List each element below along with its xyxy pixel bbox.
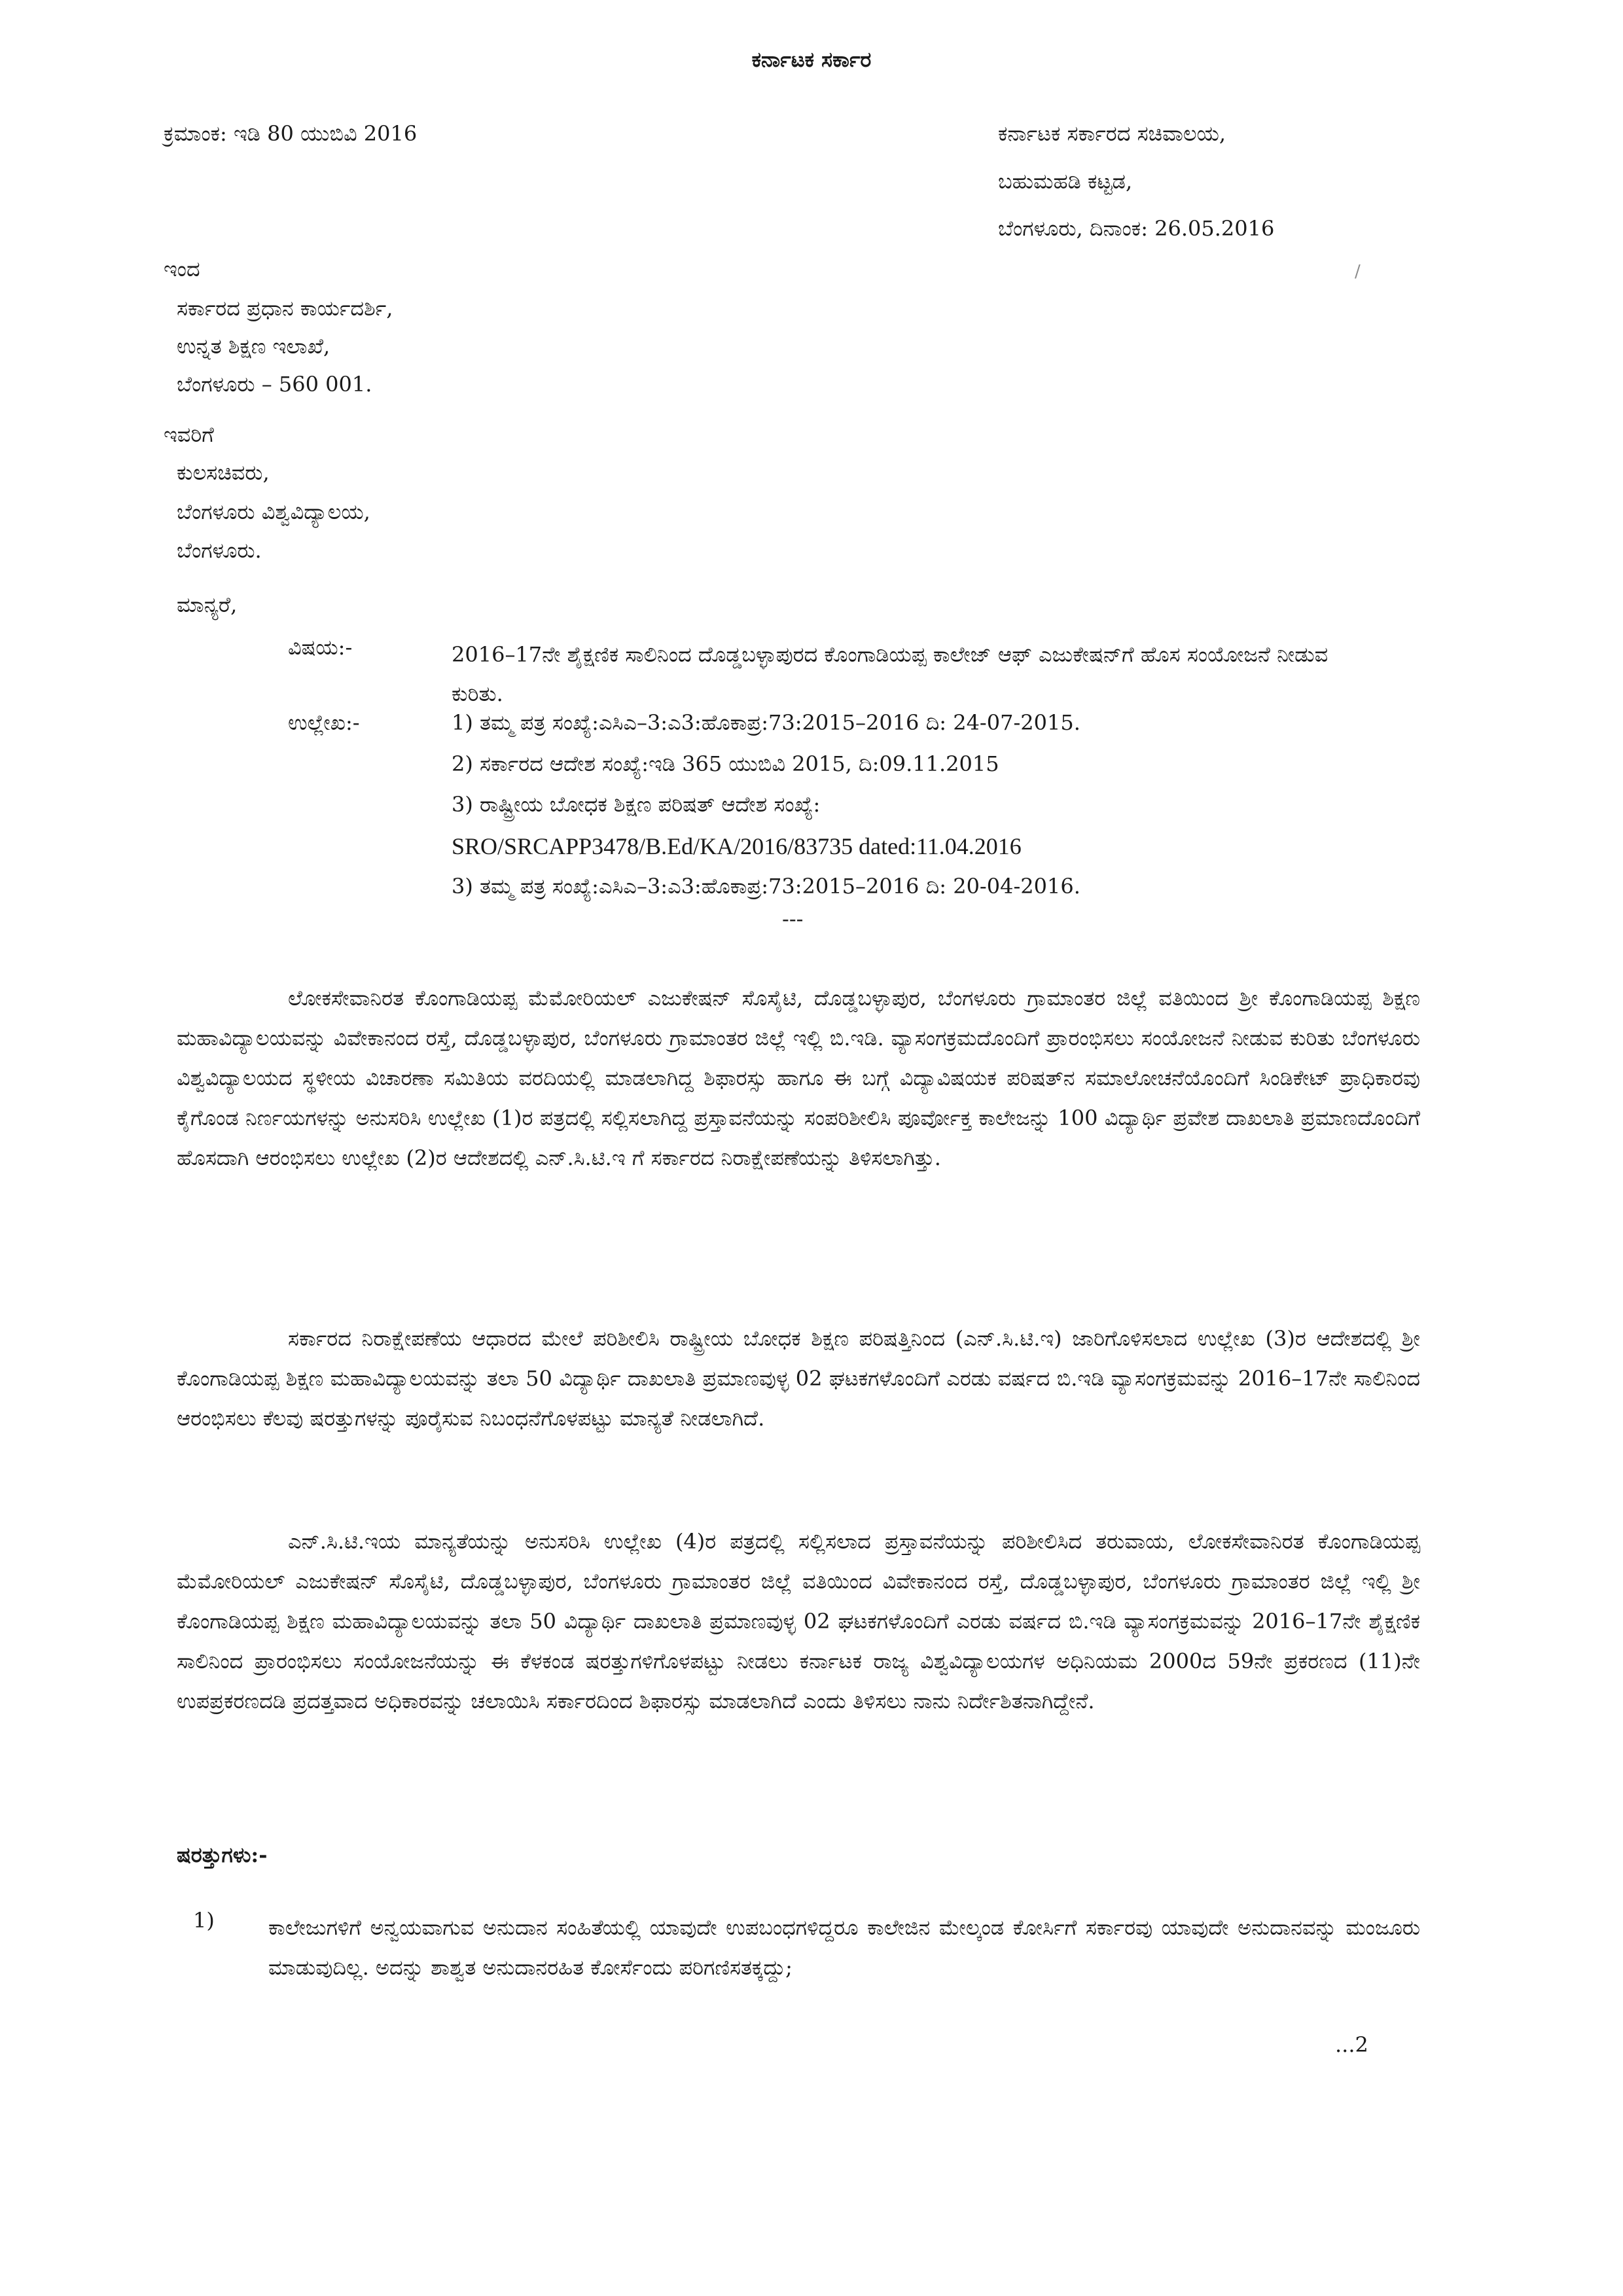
subject-text: 2016–17ನೇ ಶೈಕ್ಷಣಿಕ ಸಾಲಿನಿಂದ ದೊಡ್ಡಬಳ್ಳಾಪುರದ ಕೊಂಗಾಡಿಯಪ್ಪ ಕಾಲೇಜ್ ಆಫ್ ಎಜುಕೇಷನ್‌ಗೆ ಹೊಸ ಸಂಯೋಜನೆ ನೀಡುವ ಕುರಿತು. [452, 642, 1329, 706]
subject-label: ವಿಷಯ:- [288, 635, 353, 660]
reference-2: 2) ಸರ್ಕಾರದ ಆದೇಶ ಸಂಖ್ಯೆ:ಇಡಿ 365 ಯುಬಿವಿ 2015, ದಿ:09.11.2015 [452, 751, 999, 776]
salutation: ಮಾನ್ಯರೆ, [177, 592, 238, 617]
condition-number: 1) [193, 1908, 215, 1933]
from-line-3: ಬೆಂಗಳೂರು – 560 001. [177, 372, 372, 397]
reference-1: 1) ತಮ್ಮ ಪತ್ರ ಸಂಖ್ಯೆ:ಎಸಿಎ–3:ಎ3:ಹೊಕಾಪ್ರ:73:2015–2016 ದಿ: 24-07-2015. [452, 710, 1080, 735]
reference-3-number: SRO/SRCAPP3478/B.Ed/KA/2016/83735 dated:11.04.2016 [452, 833, 1022, 859]
from-line-2: ಉನ್ನತ ಶಿಕ್ಷಣ ಇಲಾಖೆ, [177, 334, 330, 359]
from-label: ಇಂದ [164, 257, 200, 281]
to-line-2: ಬೆಂಗಳೂರು ವಿಶ್ವವಿದ್ಯಾಲಯ, [177, 499, 370, 524]
divider: --- [782, 906, 804, 931]
body-paragraph-2: ಸರ್ಕಾರದ ನಿರಾಕ್ಷೇಪಣೆಯ ಆಧಾರದ ಮೇಲೆ ಪರಿಶೀಲಿಸಿ ರಾಷ್ಟ್ರೀಯ ಬೋಧಕ ಶಿಕ್ಷಣ ಪರಿಷತ್ತಿನಿಂದ (ಎನ್.ಸಿ.ಟಿ.ಇ) ಜಾರಿಗೊಳಿಸಲಾದ ಉಲ್ಲೇಖ (3)ರ ಆದೇಶದಲ್ಲಿ ಶ್ರೀ ಕೊಂಗಾಡಿಯಪ್ಪ ಶಿಕ್ಷಣ ಮಹಾವಿದ್ಯಾಲಯವನ್ನು ತಲಾ 50 ವಿದ್ಯಾರ್ಥಿ ದಾಖಲಾತಿ ಪ್ರಮಾಣವುಳ್ಳ 02 ಘಟಕಗಳೊಂದಿಗೆ ಎರಡು ವರ್ಷದ ಬಿ.ಇಡಿ ವ್ಯಾಸಂಗಕ್ರಮವನ್ನು 2016–17ನೇ ಸಾಲಿನಿಂದ ಆರಂಭಿಸಲು ಕೆಲವು ಷರತ್ತುಗಳನ್ನು ಪೂರೈಸುವ ನಿಬಂಧನೆಗೊಳಪಟ್ಟು ಮಾನ್ಯತೆ ನೀಡಲಾಗಿದೆ. [177, 1326, 1420, 1431]
to-label: ಇವರಿಗೆ [164, 422, 214, 447]
body-paragraph-1: ಲೋಕಸೇವಾನಿರತ ಕೊಂಗಾಡಿಯಪ್ಪ ಮೆಮೋರಿಯಲ್ ಎಜುಕೇಷನ್ ಸೊಸೈಟಿ, ದೊಡ್ಡಬಳ್ಳಾಪುರ, ಬೆಂಗಳೂರು ಗ್ರಾಮಾಂತರ ಜಿಲ್ಲೆ ವತಿಯಿಂದ ಶ್ರೀ ಕೊಂಗಾಡಿಯಪ್ಪ ಶಿಕ್ಷಣ ಮಹಾವಿದ್ಯಾಲಯವನ್ನು ವಿವೇಕಾನಂದ ರಸ್ತೆ, ದೊಡ್ಡಬಳ್ಳಾಪುರ, ಬೆಂಗಳೂರು ಗ್ರಾಮಾಂತರ ಜಿಲ್ಲೆ ಇಲ್ಲಿ ಬಿ.ಇಡಿ. ವ್ಯಾಸಂಗಕ್ರಮದೊಂದಿಗೆ ಪ್ರಾರಂಭಿಸಲು ಸಂಯೋಜನೆ ನೀಡುವ ಕುರಿತು ಬೆಂಗಳೂರು ವಿಶ್ವವಿದ್ಯಾಲಯದ ಸ್ಥಳೀಯ ವಿಚಾರಣಾ ಸಮಿತಿಯ ವರದಿಯಲ್ಲಿ ಮಾಡಲಾಗಿದ್ದ ಶಿಫಾರಸ್ಸು ಹಾಗೂ ಈ ಬಗ್ಗೆ ವಿದ್ಯಾವಿಷಯಕ ಪರಿಷತ್‌ನ ಸಮಾಲೋಚನೆಯೊಂದಿಗೆ ಸಿಂಡಿಕೇಟ್ ಪ್ರಾಧಿಕಾರವು ಕೈಗೊಂಡ ನಿರ್ಣಯಗಳನ್ನು ಅನುಸರಿಸಿ ಉಲ್ಲೇಖ (1)ರ ಪತ್ರದಲ್ಲಿ ಸಲ್ಲಿಸಲಾಗಿದ್ದ ಪ್ರಸ್ತಾವನೆಯನ್ನು ಸಂಪರಿಶೀಲಿಸಿ ಪೂರ್ವೋಕ್ತ ಕಾಲೇಜನ್ನು 100 ವಿದ್ಯಾರ್ಥಿ ಪ್ರವೇಶ ದಾಖಲಾತಿ ಪ್ರಮಾಣದೊಂದಿಗೆ ಹೊಸದಾಗಿ ಆರಂಭಿಸಲು ಉಲ್ಲೇಖ (2)ರ ಆದೇಶದಲ್ಲಿ ಎನ್.ಸಿ.ಟಿ.ಇ ಗೆ ಸರ್ಕಾರದ ನಿರಾಕ್ಷೇಪಣೆಯನ್ನು ತಿಳಿಸಲಾಗಿತ್ತು. [177, 986, 1420, 1170]
conditions-label: ಷರತ್ತುಗಳು:- [177, 1842, 268, 1867]
reference-4: 3) ತಮ್ಮ ಪತ್ರ ಸಂಖ್ಯೆ:ಎಸಿಎ–3:ಎ3:ಹೊಕಾಪ್ರ:73:2015–2016 ದಿ: 20-04-2016. [452, 874, 1080, 899]
references-label: ಉಲ್ಲೇಖ:- [288, 710, 360, 735]
from-line-1: ಸರ್ಕಾರದ ಪ್ರಧಾನ ಕಾರ್ಯದರ್ಶಿ, [177, 296, 393, 321]
to-line-3: ಬೆಂಗಳೂರು. [177, 538, 262, 563]
order-number: ಕ್ರಮಾಂಕ: ಇಡಿ 80 ಯುಬಿವಿ 2016 [164, 121, 418, 146]
place-and-date: ಬೆಂಗಳೂರು, ದಿನಾಂಕ: 26.05.2016 [998, 216, 1275, 241]
reference-3: 3) ರಾಷ್ಟ್ರೀಯ ಬೋಧಕ ಶಿಕ್ಷಣ ಪರಿಷತ್ ಆದೇಶ ಸಂಖ್ಯೆ: [452, 792, 821, 817]
to-line-1: ಕುಲಸಚಿವರು, [177, 460, 270, 485]
scan-mark: / [1355, 262, 1361, 281]
condition-text: ಕಾಲೇಜುಗಳಿಗೆ ಅನ್ವಯವಾಗುವ ಅನುದಾನ ಸಂಹಿತೆಯಲ್ಲಿ ಯಾವುದೇ ಉಪಬಂಧಗಳಿದ್ದರೂ ಕಾಲೇಜಿನ ಮೇಲ್ಕಂಡ ಕೋರ್ಸಿಗೆ ಸರ್ಕಾರವು ಯಾವುದೇ ಅನುದಾನವನ್ನು ಮಂಜೂರು ಮಾಡುವುದಿಲ್ಲ. ಅದನ್ನು ಶಾಶ್ವತ ಅನುದಾನರಹಿತ ಕೋರ್ಸೆಂದು ಪರಿಗಣಿಸತಕ್ಕದ್ದು; [268, 1915, 1420, 1980]
sender-address-line-2: ಬಹುಮಹಡಿ ಕಟ್ಟಡ, [998, 169, 1133, 194]
sender-address-line-1: ಕರ್ನಾಟಕ ಸರ್ಕಾರದ ಸಚಿವಾಲಯ, [998, 121, 1226, 146]
page-continuation: ...2 [1335, 2032, 1368, 2057]
government-header: ಕರ್ನಾಟಕ ಸರ್ಕಾರ [751, 47, 872, 72]
body-paragraph-3: ಎನ್.ಸಿ.ಟಿ.ಇಯ ಮಾನ್ಯತೆಯನ್ನು ಅನುಸರಿಸಿ ಉಲ್ಲೇಖ (4)ರ ಪತ್ರದಲ್ಲಿ ಸಲ್ಲಿಸಲಾದ ಪ್ರಸ್ತಾವನೆಯನ್ನು ಪರಿಶೀಲಿಸಿದ ತರುವಾಯ, ಲೋಕಸೇವಾನಿರತ ಕೊಂಗಾಡಿಯಪ್ಪ ಮೆಮೋರಿಯಲ್ ಎಜುಕೇಷನ್ ಸೊಸೈಟಿ, ದೊಡ್ಡಬಳ್ಳಾಪುರ, ಬೆಂಗಳೂರು ಗ್ರಾಮಾಂತರ ಜಿಲ್ಲೆ ವತಿಯಿಂದ ವಿವೇಕಾನಂದ ರಸ್ತೆ, ದೊಡ್ಡಬಳ್ಳಾಪುರ, ಬೆಂಗಳೂರು ಗ್ರಾಮಾಂತರ ಜಿಲ್ಲೆ ಇಲ್ಲಿ ಶ್ರೀ ಕೊಂಗಾಡಿಯಪ್ಪ ಶಿಕ್ಷಣ ಮಹಾವಿದ್ಯಾಲಯವನ್ನು ತಲಾ 50 ವಿದ್ಯಾರ್ಥಿ ದಾಖಲಾತಿ ಪ್ರಮಾಣವುಳ್ಳ 02 ಘಟಕಗಳೊಂದಿಗೆ ಎರಡು ವರ್ಷದ ಬಿ.ಇಡಿ ವ್ಯಾಸಂಗಕ್ರಮವನ್ನು 2016–17ನೇ ಶೈಕ್ಷಣಿಕ ಸಾಲಿನಿಂದ ಪ್ರಾರಂಭಿಸಲು ಸಂಯೋಜನೆಯನ್ನು ಈ ಕೆಳಕಂಡ ಷರತ್ತುಗಳಿಗೊಳಪಟ್ಟು ನೀಡಲು ಕರ್ನಾಟಕ ರಾಜ್ಯ ವಿಶ್ವವಿದ್ಯಾಲಯಗಳ ಅಧಿನಿಯಮ 2000ದ 59ನೇ ಪ್ರಕರಣದ (11)ನೇ ಉಪಪ್ರಕರಣದಡಿ ಪ್ರದತ್ತವಾದ ಅಧಿಕಾರವನ್ನು ಚಲಾಯಿಸಿ ಸರ್ಕಾರದಿಂದ ಶಿಫಾರಸ್ಸು ಮಾಡಲಾಗಿದೆ ಎಂದು ತಿಳಿಸಲು ನಾನು ನಿರ್ದೇಶಿತನಾಗಿದ್ದೇನೆ. [177, 1529, 1420, 1713]
